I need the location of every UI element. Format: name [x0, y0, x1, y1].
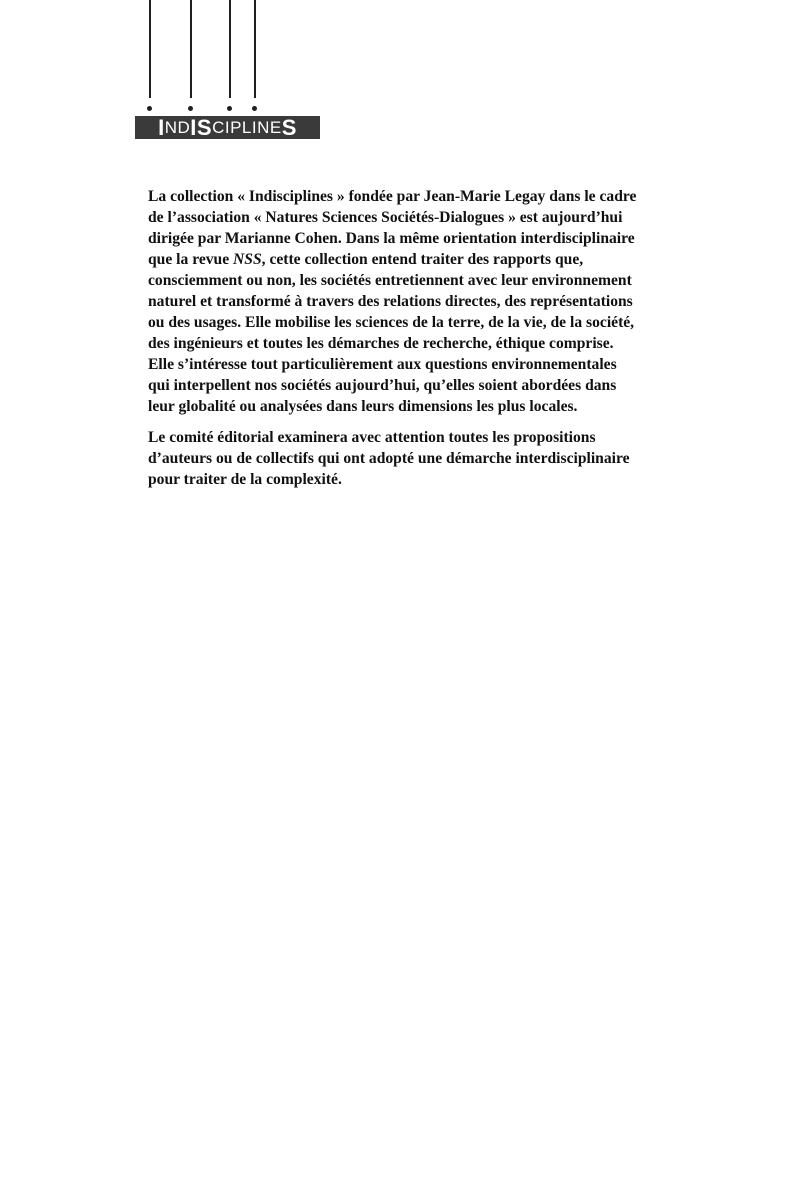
- text-line: ou des usages. Elle mobilise les sciences de la terre, de la vie, de la société,: [148, 314, 635, 331]
- decorative-line-4: [254, 0, 256, 98]
- journal-name: NSS: [233, 251, 262, 268]
- text-line: dirigée par Marianne Cohen. Dans la même orientation interdisciplinaire: [148, 230, 635, 247]
- logo-letter: ND: [164, 117, 191, 137]
- text-line: pour traiter de la complexité.: [148, 471, 342, 488]
- text-fragment: , cette collection entend traiter des rapports que,: [261, 251, 584, 268]
- decorative-dot-4: [252, 106, 257, 111]
- logo-letter: S: [281, 114, 297, 140]
- decorative-dot-1: [147, 106, 152, 111]
- logo-letter: S: [196, 114, 213, 140]
- text-line: d’auteurs ou de collectifs qui ont adopté une démarche interdisciplinaire: [148, 450, 630, 467]
- text-line: des ingénieurs et toutes les démarches de recherche, éthique comprise.: [148, 335, 614, 352]
- text-line: consciemment ou non, les sociétés entretiennent avec leur environnement: [148, 272, 632, 289]
- description-paragraph-1: [148, 186, 644, 417]
- logo-letter: I: [158, 114, 165, 140]
- collection-description: [148, 186, 644, 500]
- logo-letter: CIPLINE: [212, 117, 282, 137]
- decorative-line-2: [190, 0, 192, 98]
- text-fragment: que la revue: [148, 251, 234, 268]
- logo-letter: I: [190, 114, 197, 140]
- text-line: Elle s’intéresse tout particulièrement aux questions environnementales: [148, 356, 617, 373]
- decorative-line-1: [149, 0, 151, 98]
- decorative-dot-2: [188, 106, 193, 111]
- text-line: qui interpellent nos sociétés aujourd’hui, qu’elles soient abordées dans: [148, 377, 617, 394]
- text-line: [148, 249, 644, 270]
- text-line: de l’association « Natures Sciences Sociétés-Dialogues » est aujourd’hui: [148, 209, 623, 226]
- collection-logo: [135, 116, 320, 139]
- decorative-dot-3: [227, 106, 232, 111]
- description-paragraph-2: [148, 427, 644, 490]
- text-line: Le comité éditorial examinera avec attention toutes les propositions: [148, 429, 596, 446]
- text-line: leur globalité ou analysées dans leurs dimensions les plus locales.: [148, 398, 578, 415]
- text-line: naturel et transformé à travers des relations directes, des représentations: [148, 293, 633, 310]
- text-line: La collection « Indisciplines » fondée par Jean-Marie Legay dans le cadre: [148, 188, 637, 205]
- decorative-line-3: [229, 0, 231, 98]
